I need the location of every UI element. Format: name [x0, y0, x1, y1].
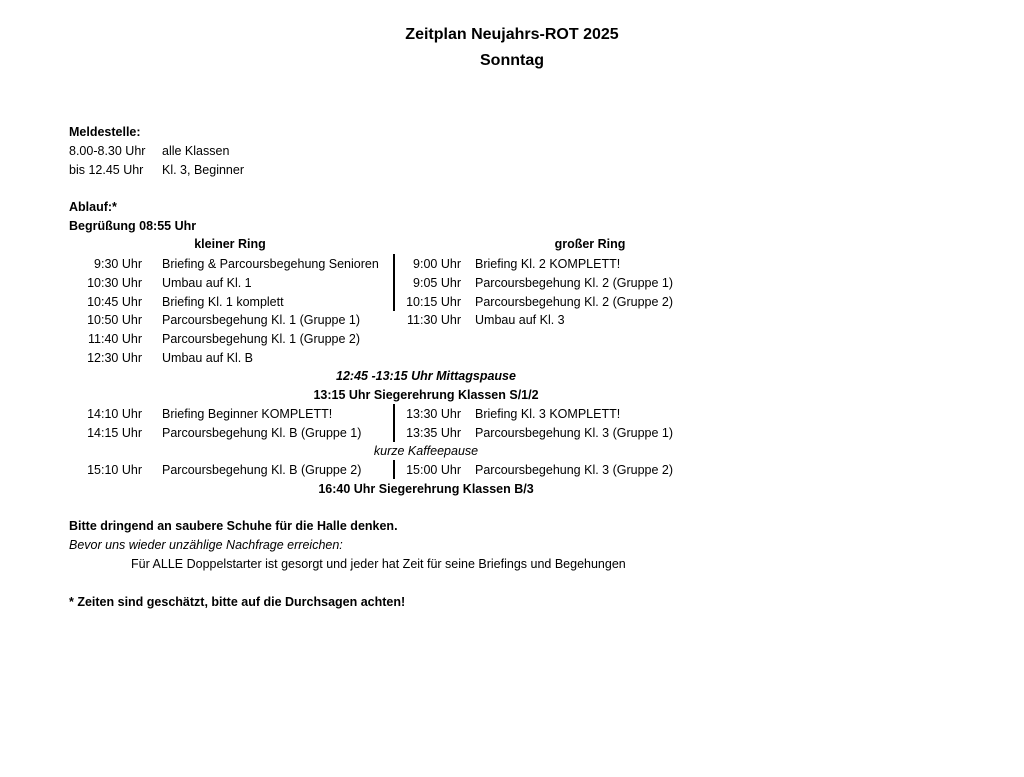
left-ring-activity: Briefing Kl. 1 komplett: [162, 295, 284, 309]
right-ring-activity: Parcoursbegehung Kl. 2 (Gruppe 1): [475, 276, 674, 290]
meldestelle-time: 8.00-8.30 Uhr: [69, 144, 146, 158]
left-ring-activity: Umbau auf Kl. 1: [162, 276, 252, 290]
ring-divider: [393, 404, 395, 442]
left-ring-activity: Parcoursbegehung Kl. B (Gruppe 2): [162, 463, 362, 477]
meldestelle-heading: Meldestelle:: [69, 125, 141, 139]
right-ring-time: 9:05 Uhr: [413, 276, 461, 290]
left-ring-time: 15:10 Uhr: [87, 463, 142, 477]
left-ring-time: 14:10 Uhr: [87, 407, 142, 421]
right-ring-activity: Briefing Kl. 3 KOMPLETT!: [475, 407, 621, 421]
ceremony-line: 13:15 Uhr Siegerehrung Klassen S/1/2: [313, 388, 539, 402]
meldestelle-text: alle Klassen: [162, 144, 230, 158]
right-ring-time: 13:35 Uhr: [406, 426, 461, 440]
coffee-break: kurze Kaffeepause: [373, 444, 479, 458]
footnote: * Zeiten sind geschätzt, bitte auf die Durchsagen achten!: [69, 595, 406, 609]
greeting-line: Begrüßung 08:55 Uhr: [69, 219, 197, 233]
right-ring-activity: Parcoursbegehung Kl. 3 (Gruppe 1): [475, 426, 674, 440]
left-ring-title: kleiner Ring: [194, 237, 266, 251]
left-ring-time: 10:30 Uhr: [87, 276, 142, 290]
left-ring-time: 14:15 Uhr: [87, 426, 142, 440]
ceremony-line: 16:40 Uhr Siegerehrung Klassen B/3: [318, 482, 534, 496]
right-ring-time: 9:00 Uhr: [413, 257, 461, 271]
left-ring-time: 10:45 Uhr: [87, 295, 142, 309]
meldestelle-text: Kl. 3, Beginner: [162, 163, 244, 177]
shoes-notice: Bitte dringend an saubere Schuhe für die Halle denken.: [69, 519, 398, 533]
left-ring-activity: Briefing Beginner KOMPLETT!: [162, 407, 333, 421]
right-ring-activity: Parcoursbegehung Kl. 3 (Gruppe 2): [475, 463, 674, 477]
left-ring-activity: Briefing & Parcoursbegehung Senioren: [162, 257, 379, 271]
left-ring-activity: Parcoursbegehung Kl. 1 (Gruppe 2): [162, 332, 361, 346]
right-ring-time: 11:30 Uhr: [407, 313, 461, 327]
ring-divider: [393, 460, 395, 479]
page-title: Zeitplan Neujahrs-ROT 2025: [405, 26, 619, 43]
right-ring-time: 13:30 Uhr: [406, 407, 461, 421]
right-ring-activity: Umbau auf Kl. 3: [475, 313, 565, 327]
left-ring-time: 10:50 Uhr: [87, 313, 142, 327]
right-ring-time: 10:15 Uhr: [406, 295, 461, 309]
left-ring-activity: Parcoursbegehung Kl. 1 (Gruppe 1): [162, 313, 361, 327]
left-ring-time: 9:30 Uhr: [94, 257, 142, 271]
left-ring-time: 12:30 Uhr: [87, 351, 142, 365]
double-starter-note: Für ALLE Doppelstarter ist gesorgt und jeder hat Zeit für seine Briefings und Begehungen: [131, 557, 626, 571]
left-ring-time: 11:40 Uhr: [88, 332, 142, 346]
left-ring-activity: Parcoursbegehung Kl. B (Gruppe 1): [162, 426, 362, 440]
right-ring-activity: Parcoursbegehung Kl. 2 (Gruppe 2): [475, 295, 674, 309]
meldestelle-time: bis 12.45 Uhr: [69, 163, 144, 177]
ring-divider: [393, 254, 395, 311]
lunch-break: 12:45 -13:15 Uhr Mittagspause: [336, 369, 516, 383]
ablauf-heading: Ablauf:*: [69, 200, 117, 214]
notice-intro: Bevor uns wieder unzählige Nachfrage erreichen:: [69, 538, 343, 552]
right-ring-time: 15:00 Uhr: [406, 463, 461, 477]
right-ring-activity: Briefing Kl. 2 KOMPLETT!: [475, 257, 621, 271]
left-ring-activity: Umbau auf Kl. B: [162, 351, 254, 365]
right-ring-title: großer Ring: [554, 237, 626, 251]
page-subtitle: Sonntag: [480, 52, 544, 69]
